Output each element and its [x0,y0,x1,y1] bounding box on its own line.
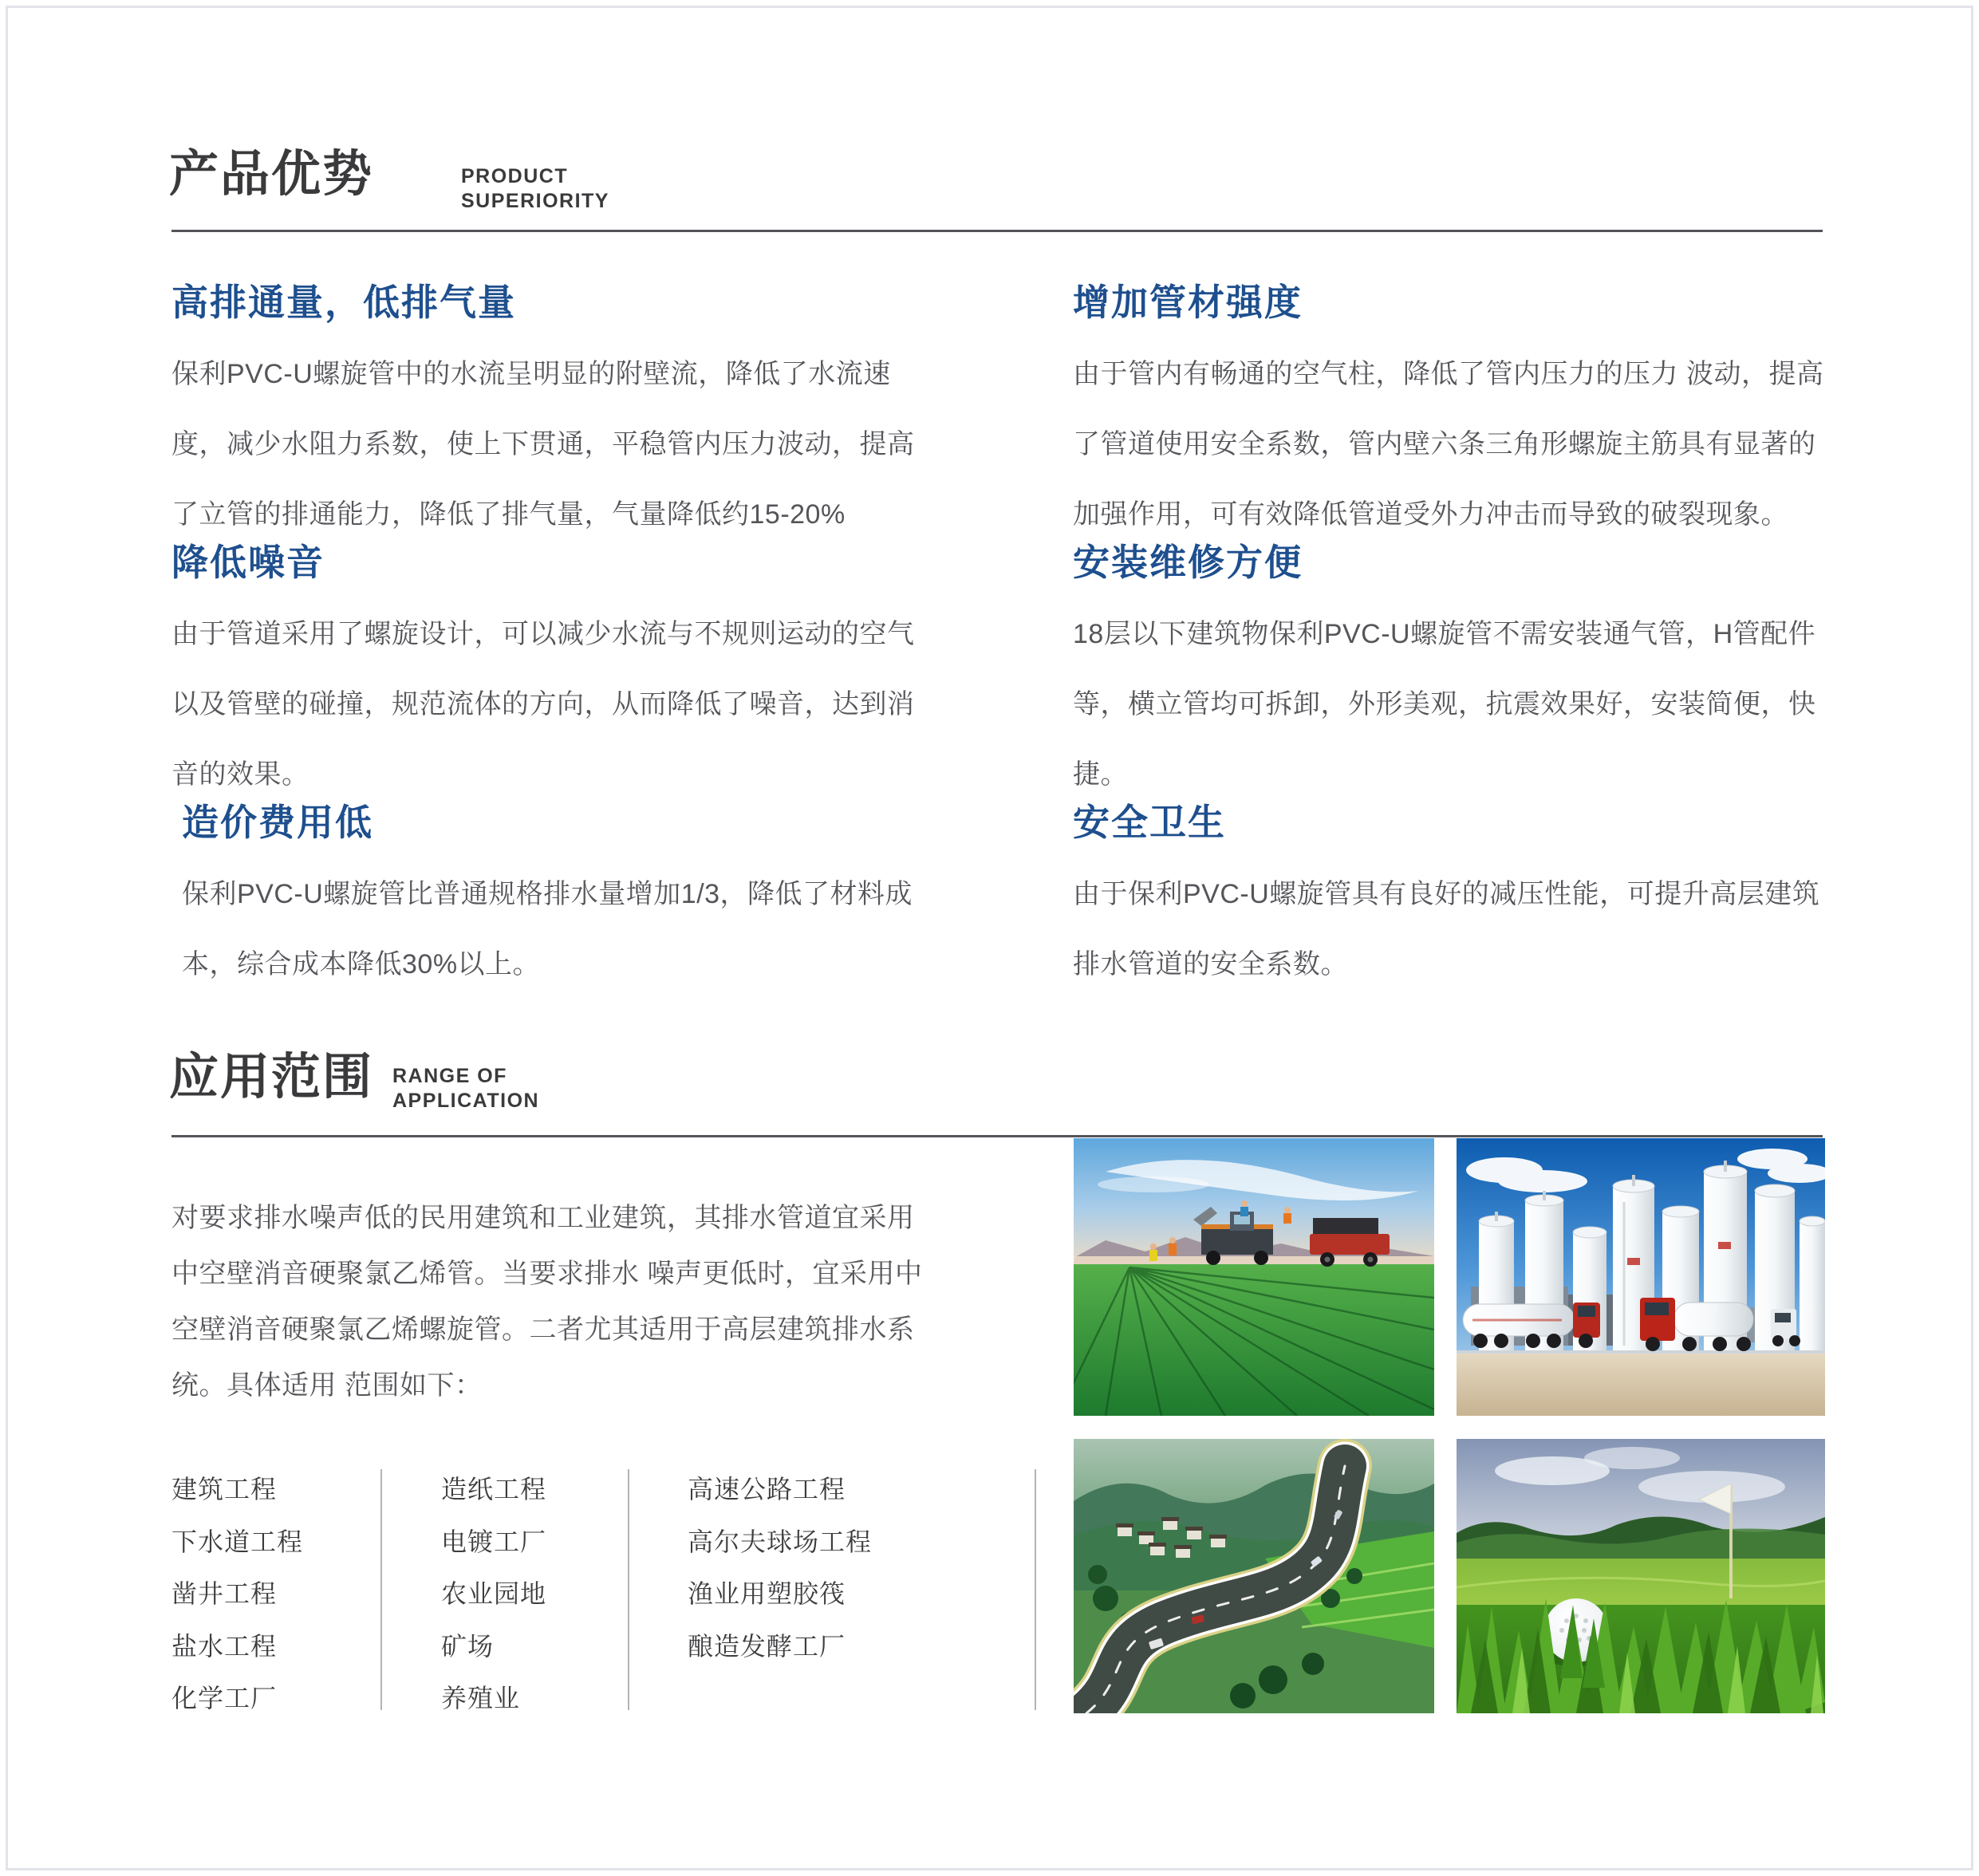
advantage-block [1073,801,1827,999]
application-list-column [441,1464,546,1725]
application-list-column [171,1464,303,1725]
photo-chemical-plant-trucks [1457,1138,1825,1416]
application-item: 高尔夫球场工程 [688,1527,873,1556]
advantage-heading: 安装维修方便 [1073,542,1303,583]
golf-course-illustration [1457,1439,1825,1713]
section-title-product-en-line2: SUPERIORITY [461,190,609,212]
advantage-block [1073,281,1827,550]
application-item: 建筑工程 [171,1475,278,1504]
section-title-application-zh: 应用范围 [169,1050,374,1105]
advantage-body: 保利PVC-U螺旋管中的水流呈明显的附壁流，降低了水流速度，减少水阻力系数，使上下贯通，平稳管内压力波动，提高了立管的排通能力，降低了排气量，气量降低约15-20% [171,359,915,530]
advantage-body: 18层以下建筑物保利PVC-U螺旋管不需安装通气管，H管配件等，横立管均可拆卸，外形美观，抗震效果好，安装简便，快捷。 [1073,619,1816,790]
section-title-application-en-line1: RANGE OF [392,1065,507,1087]
list-divider [628,1469,629,1710]
application-item: 造纸工程 [441,1475,547,1504]
application-item: 农业园地 [441,1579,547,1609]
farm-field-illustration [1074,1138,1434,1416]
application-item: 养殖业 [441,1684,521,1713]
section-title-product-en-line1: PRODUCT [461,165,569,187]
advantage-block [171,281,925,550]
advantage-block [182,801,936,999]
application-item: 高速公路工程 [688,1475,846,1504]
advantage-body: 由于保利PVC-U螺旋管具有良好的减压性能，可提升高层建筑排水管道的安全系数。 [1073,879,1820,979]
chemical-plant-illustration [1457,1138,1825,1416]
application-item: 电镀工厂 [441,1527,547,1556]
application-item: 矿场 [441,1631,495,1661]
list-divider [1035,1469,1036,1710]
application-item: 下水道工程 [171,1527,304,1556]
application-list-column [688,1464,872,1673]
application-intro-paragraph: 对要求排水噪声低的民用建筑和工业建筑，其排水管道宜采用中空壁消音硬聚氯乙烯管。当要求排水 噪声更低时，宜采用中空壁消音硬聚氯乙烯螺旋管。二者尤其适用于高层建筑排水系统。具体适用 范围如下： [171,1203,923,1401]
application-item: 盐水工程 [171,1631,278,1661]
section-title-application-en-line2: APPLICATION [392,1090,540,1112]
advantage-heading: 高排通量，低排气量 [171,282,516,323]
advantage-block [1073,541,1827,810]
photo-golf-course [1457,1439,1825,1713]
section-title-application-en [392,1064,539,1113]
list-divider [380,1469,382,1710]
advantage-body: 由于管内有畅通的空气柱，降低了管内压力的压力 波动，提高了管道使用安全系数，管内壁六条三角形螺旋主筋具有显著的加强作用，可有效降低管道受外力冲击而导致的破裂现象。 [1073,359,1824,530]
application-item: 凿井工程 [171,1579,278,1609]
photo-mountain-highway [1074,1439,1434,1713]
section-divider-line [171,230,1823,232]
highway-illustration [1074,1439,1434,1713]
application-item: 渔业用塑胶筏 [688,1579,846,1609]
advantage-heading: 造价费用低 [182,802,373,843]
advantage-heading: 安全卫生 [1073,802,1226,843]
advantage-block [171,541,925,810]
application-item: 化学工厂 [171,1684,278,1713]
advantage-heading: 增加管材强度 [1073,282,1303,323]
section-title-product-zh: 产品优势 [169,147,374,202]
section-divider-line [171,1135,1823,1137]
application-item: 酿造发酵工厂 [688,1631,846,1661]
section-title-product-en [461,164,609,214]
advantage-body: 保利PVC-U螺旋管比普通规格排水量增加1/3，降低了材料成本，综合成本降低30%以上。 [182,879,913,979]
photo-farm-field-harvest [1074,1138,1434,1416]
advantage-body: 由于管道采用了螺旋设计，可以减少水流与不规则运动的空气以及管壁的碰撞，规范流体的方向，从而降低了噪音，达到消音的效果。 [171,619,915,790]
advantage-heading: 降低噪音 [171,542,325,583]
